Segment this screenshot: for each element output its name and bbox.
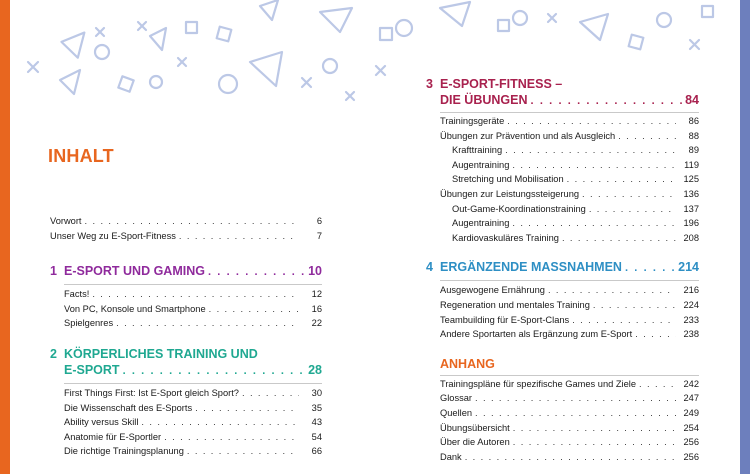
entry-page: 137: [683, 203, 699, 214]
dot-leader: [123, 363, 306, 379]
entry-label: Die richtige Trainingsplanung: [64, 446, 184, 457]
entry-label: Trainingsgeräte: [440, 116, 505, 126]
entry-page: 88: [688, 130, 699, 141]
entry-page: 16: [311, 303, 322, 314]
right-edge-bar: [740, 0, 750, 474]
toc-entry[interactable]: [426, 450, 699, 465]
entry-label: Quellen: [440, 407, 473, 418]
entry-page: 12: [311, 289, 322, 300]
circle-outline-icon: [150, 76, 162, 88]
dot-leader: [513, 421, 676, 436]
entry-page: 249: [683, 407, 699, 418]
dot-leader: [589, 202, 676, 217]
entry-page: 86: [688, 116, 699, 126]
dot-leader: [531, 93, 683, 109]
anhang-heading[interactable]: ANHANG: [440, 356, 495, 371]
entry-page: 254: [683, 422, 699, 433]
circle-outline-icon: [657, 13, 671, 27]
chapter-title: E-SPORT UND GAMING: [64, 264, 205, 279]
toc-entry[interactable]: [50, 444, 322, 459]
entry-page: 208: [683, 232, 699, 243]
entry-label: Krafttraining: [452, 145, 503, 156]
cross-icon: [28, 62, 38, 72]
entry-page: 256: [683, 437, 699, 448]
square-outline-icon: [118, 76, 133, 91]
toc-entry[interactable]: [50, 415, 322, 430]
entry-page: 256: [683, 451, 699, 462]
toc-entry[interactable]: [426, 377, 699, 392]
entry-label: Anatomie für E-Sportler: [64, 431, 162, 442]
toc-entry[interactable]: [50, 430, 322, 445]
toc-entry[interactable]: [426, 421, 699, 436]
cross-icon: [690, 40, 699, 49]
dot-leader: [548, 283, 676, 298]
toc-subentry[interactable]: [426, 172, 699, 187]
dot-leader: [513, 435, 676, 450]
triangle-outline-icon: [440, 2, 470, 26]
dot-leader: [639, 377, 676, 392]
entry-label: Übungsübersicht: [440, 422, 510, 433]
entry-label: Kardiovaskuläres Training: [452, 232, 559, 243]
triangle-outline-icon: [320, 8, 352, 32]
page-title: INHALT: [48, 146, 114, 166]
triangle-outline-icon: [60, 70, 80, 94]
toc-entry[interactable]: [50, 287, 322, 302]
triangle-outline-icon: [260, 0, 278, 20]
cross-icon: [302, 78, 311, 87]
square-outline-icon: [498, 20, 509, 31]
divider: [440, 375, 699, 376]
chapter-title: ERGÄNZENDE MASSNAHMEN: [440, 260, 622, 275]
entry-label: Von PC, Konsole und Smartphone: [64, 303, 206, 314]
entry-label: Übungen zur Prävention und als Ausgleich: [440, 130, 616, 141]
toc-left-column: [50, 214, 322, 459]
entry-label: Ability versus Skill: [64, 417, 139, 428]
entry-label: Glossar: [440, 393, 473, 404]
chapter-title-line1: KÖRPERLICHES TRAINING UND: [64, 346, 258, 361]
chapter-page: 10: [308, 264, 322, 279]
divider: [440, 112, 699, 113]
entry-page: 6: [316, 216, 322, 226]
entry-label: Stretching und Mobilisation: [452, 174, 564, 185]
toc-entry-unser-weg[interactable]: [50, 229, 322, 244]
chapter-2-heading-line2[interactable]: [50, 362, 322, 379]
entry-page: 43: [311, 417, 322, 428]
entry-label: Augentraining: [452, 218, 510, 229]
entry-page: 30: [311, 387, 322, 398]
entry-page: 66: [311, 446, 322, 457]
entry-page: 216: [683, 285, 699, 296]
dot-leader: [187, 444, 299, 459]
chapter-page: 28: [308, 362, 322, 377]
toc-entry[interactable]: [50, 302, 322, 317]
dot-leader: [116, 316, 299, 331]
entry-label: Ausgewogene Ernährung: [440, 285, 545, 296]
divider: [440, 280, 699, 281]
dot-leader: [242, 386, 299, 401]
square-outline-icon: [380, 28, 392, 40]
chapter-3-heading-line2[interactable]: [426, 92, 699, 109]
triangle-outline-icon: [250, 52, 282, 86]
entry-page: 238: [683, 329, 699, 340]
triangle-outline-icon: [150, 28, 166, 50]
dot-leader: [512, 158, 676, 173]
entry-page: 119: [684, 159, 699, 170]
entry-label: Augentraining: [452, 159, 510, 170]
entry-label: First Things First: Ist E-Sport gleich Sport?: [64, 387, 239, 398]
toc-entry[interactable]: [426, 283, 699, 298]
triangle-outline-icon: [61, 33, 88, 60]
divider: [64, 284, 322, 285]
entry-label: Spielgenres: [64, 318, 114, 329]
entry-page: 242: [683, 378, 699, 389]
entry-page: 35: [311, 402, 322, 413]
toc-entry[interactable]: [426, 187, 699, 202]
toc-entry[interactable]: [426, 114, 699, 129]
dot-leader: [635, 327, 676, 342]
chapter-title-line2: E-SPORT: [64, 362, 120, 377]
dot-leader: [179, 229, 299, 244]
chapter-number: 2: [50, 346, 57, 361]
toc-entry[interactable]: [426, 327, 699, 342]
entry-label: Die Wissenschaft des E-Sports: [64, 402, 193, 413]
toc-subentry[interactable]: [426, 231, 699, 246]
toc-entry[interactable]: [426, 129, 699, 144]
dot-leader: [208, 264, 305, 280]
chapter-number: 4: [426, 260, 433, 275]
entry-label: Dank: [440, 451, 462, 462]
dot-leader: [141, 415, 299, 430]
toc-entry[interactable]: [50, 386, 322, 401]
toc-subentry[interactable]: [426, 143, 699, 158]
entry-label: Out-Game-Koordinationstraining: [452, 203, 586, 214]
entry-page: 7: [316, 230, 322, 241]
dot-leader: [195, 401, 299, 416]
toc-subentry[interactable]: [426, 202, 699, 217]
toc-right-column: [426, 76, 699, 464]
dot-leader: [505, 143, 676, 158]
circle-outline-icon: [396, 20, 412, 36]
cross-icon: [376, 66, 385, 75]
cross-icon: [138, 22, 146, 30]
dot-leader: [507, 114, 676, 129]
entry-label: Übungen zur Leistungssteigerung: [440, 188, 580, 199]
toc-entry-vorwort[interactable]: [50, 214, 322, 229]
entry-page: 224: [683, 299, 699, 310]
dot-leader: [475, 391, 676, 406]
dot-leader: [465, 450, 676, 465]
square-outline-icon: [186, 22, 197, 33]
chapter-page: 84: [685, 93, 699, 107]
circle-outline-icon: [95, 45, 109, 59]
cross-icon: [346, 92, 354, 100]
dot-leader: [567, 172, 676, 187]
toc-entry[interactable]: [426, 435, 699, 450]
entry-label: Unser Weg zu E-Sport-Fitness: [50, 230, 176, 241]
entry-page: 22: [311, 318, 322, 329]
entry-label: Vorwort: [50, 216, 82, 226]
entry-label: Trainingspläne für spezifische Games und Ziele: [440, 378, 637, 389]
dot-leader: [92, 287, 299, 302]
entry-page: 247: [683, 393, 699, 404]
toc-entry[interactable]: [426, 298, 699, 313]
dot-leader: [475, 406, 676, 421]
toc-subentry[interactable]: [426, 216, 699, 231]
entry-page: 136: [683, 188, 699, 199]
toc-entry[interactable]: [426, 313, 699, 328]
dot-leader: [582, 187, 676, 202]
divider: [64, 383, 322, 384]
chapter-number: 1: [50, 264, 57, 279]
chapter-number: 3: [426, 77, 433, 91]
entry-label: Regeneration und mentales Training: [440, 299, 590, 310]
dot-leader: [209, 302, 299, 317]
circle-outline-icon: [219, 75, 237, 93]
circle-outline-icon: [513, 11, 527, 25]
square-outline-icon: [629, 35, 644, 50]
entry-page: 233: [683, 314, 699, 325]
toc-entry[interactable]: [426, 406, 699, 421]
toc-entry[interactable]: [50, 401, 322, 416]
cross-icon: [96, 28, 104, 36]
chapter-title-line2: DIE ÜBUNGEN: [440, 93, 528, 107]
chapter-3-heading-line1[interactable]: [426, 76, 699, 92]
circle-outline-icon: [323, 59, 337, 73]
toc-entry[interactable]: [426, 391, 699, 406]
dot-leader: [164, 430, 299, 445]
entry-page: 196: [683, 218, 699, 229]
triangle-outline-icon: [580, 14, 608, 40]
entry-label: Über die Autoren: [440, 437, 510, 448]
chapter-2-heading-line1[interactable]: [50, 346, 322, 362]
dot-leader: [512, 216, 676, 231]
toc-subentry[interactable]: [426, 158, 699, 173]
dot-leader: [618, 129, 676, 144]
dot-leader: [625, 260, 675, 276]
cross-icon: [178, 58, 186, 66]
square-outline-icon: [702, 6, 713, 17]
dot-leader: [562, 231, 676, 246]
chapter-title-line1: E-SPORT-FITNESS –: [440, 77, 563, 91]
chapter-page: 214: [678, 260, 699, 275]
dot-leader: [593, 298, 676, 313]
entry-page: 125: [683, 174, 699, 185]
entry-page: 89: [688, 145, 699, 156]
toc-entry[interactable]: [50, 316, 322, 331]
entry-page: 54: [311, 431, 322, 442]
chapter-4-heading[interactable]: [426, 259, 699, 276]
entry-label: Facts!: [64, 289, 90, 300]
entry-label: Teambuilding für E-Sport-Clans: [440, 314, 570, 325]
dot-leader: [572, 313, 676, 328]
square-outline-icon: [217, 27, 232, 42]
chapter-1-heading[interactable]: [50, 263, 322, 280]
cross-icon: [548, 14, 556, 22]
entry-label: Andere Sportarten als Ergänzung zum E-Sport: [440, 329, 633, 340]
dot-leader: [85, 214, 299, 229]
